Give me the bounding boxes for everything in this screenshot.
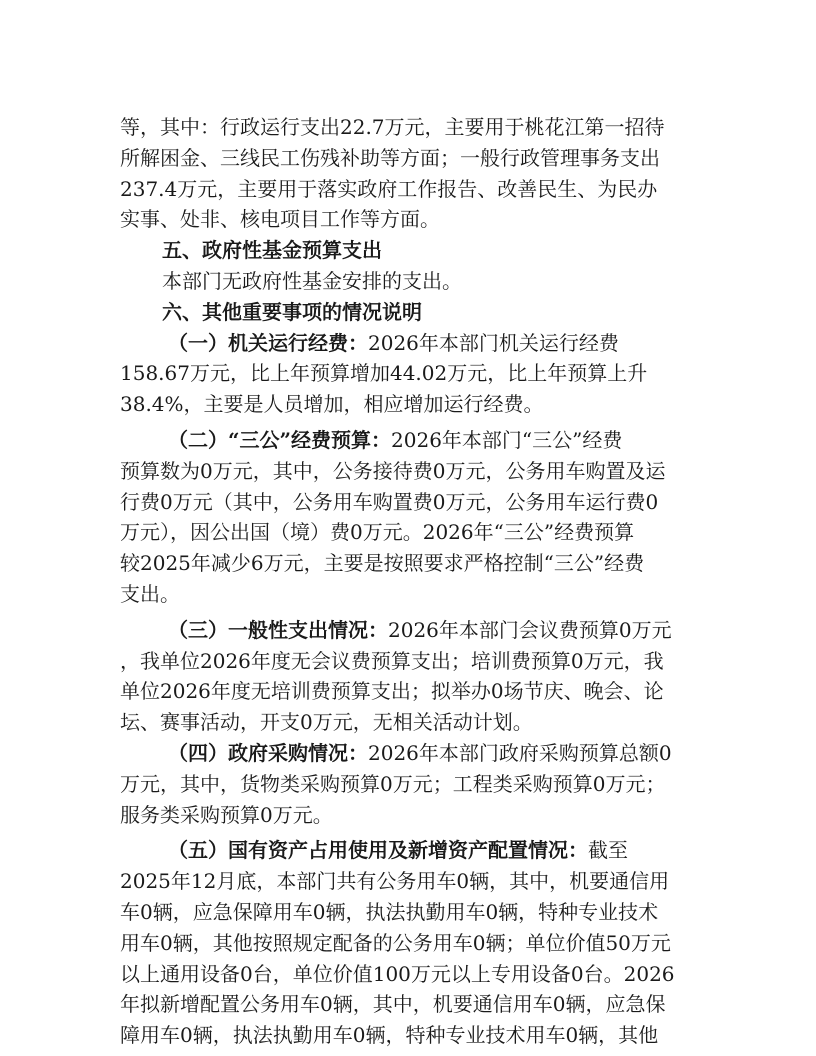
subheading-operating-costs: （一）机关运行经费：	[168, 330, 368, 355]
paragraph-admin-expenses	[120, 112, 700, 235]
text-line: 以上通用设备0台，单位价值100万元以上专用设备0台。2026	[120, 961, 675, 986]
text-line: 障用车0辆，执法执勤用车0辆，特种专业技术用车0辆，其他	[120, 1023, 659, 1048]
text-line: 38.4%，主要是人员增加，相应增加运行经费。	[120, 392, 544, 417]
document-page	[120, 112, 700, 1051]
section-heading-other-matters: 六、其他重要事项的情况说明	[162, 299, 422, 324]
subheading-three-public-expenses: （二）“三公”经费预算：	[168, 427, 392, 452]
paragraph-three-public-expenses	[120, 425, 700, 610]
text-line: 较2025年减少6万元，主要是按照要求严格控制“三公”经费	[120, 551, 645, 576]
subheading-general-expenses: （三）一般性支出情况：	[168, 617, 388, 642]
text-line: 实事、处非、核电项目工作等方面。	[120, 207, 440, 232]
text-line: 单位2026年度无培训费预算支出；拟举办0场节庆、晚会、论	[120, 679, 664, 704]
paragraph-fund-budget: 本部门无政府性基金安排的支出。	[162, 268, 462, 293]
text-line: 车0辆，应急保障用车0辆，执法执勤用车0辆，特种专业技术	[120, 899, 659, 924]
text-line: 158.67万元，比上年预算增加44.02万元，比上年预算上升	[120, 361, 648, 386]
text-line: 支出。	[120, 581, 180, 606]
paragraph-general-expenses	[120, 615, 700, 738]
text-line: ，我单位2026年度无会议费预算支出；培训费预算0万元，我	[120, 648, 664, 673]
text-run: 2026年本部门会议费预算0万元	[388, 617, 672, 642]
text-line: 2025年12月底，本部门共有公务用车0辆，其中，机要通信用	[120, 869, 670, 894]
text-line: 服务类采购预算0万元。	[120, 802, 333, 827]
subheading-procurement: （四）政府采购情况：	[168, 740, 368, 765]
paragraph-state-assets	[120, 835, 700, 1051]
text-line: 预算数为0万元，其中，公务接待费0万元，公务用车购置及运	[120, 458, 666, 483]
text-line: 坛、赛事活动，开支0万元，无相关活动计划。	[120, 710, 533, 735]
text-line: 237.4万元，主要用于落实政府工作报告、改善民生、为民办	[120, 176, 658, 201]
text-line: 万元），因公出国（境）费0万元。2026年“三公”经费预算	[120, 520, 635, 545]
paragraph-operating-costs	[120, 328, 700, 420]
section-heading-fund-budget: 五、政府性基金预算支出	[162, 238, 382, 263]
text-line: 行费0万元（其中，公务用车购置费0万元，公务用车运行费0	[120, 489, 659, 514]
text-run: 2026年本部门“三公”经费	[391, 427, 623, 452]
paragraph-procurement	[120, 738, 700, 830]
text-line: 年拟新增配置公务用车0辆，其中，机要通信用车0辆，应急保	[120, 992, 666, 1017]
text-run: 2026年本部门政府采购预算总额0	[368, 740, 672, 765]
text-line: 所解困金、三线民工伤残补助等方面；一般行政管理事务支出	[120, 145, 660, 170]
text-run: 2026年本部门机关运行经费	[368, 330, 619, 355]
text-line: 用车0辆，其他按照规定配备的公务用车0辆；单位价值50万元	[120, 930, 671, 955]
subheading-state-assets: （五）国有资产占用使用及新增资产配置情况：	[168, 838, 588, 863]
text-line: 等，其中：行政运行支出22.7万元，主要用于桃花江第一招待	[120, 115, 665, 139]
text-run: 截至	[588, 838, 628, 863]
text-line: 万元，其中，货物类采购预算0万元；工程类采购预算0万元；	[120, 771, 666, 796]
